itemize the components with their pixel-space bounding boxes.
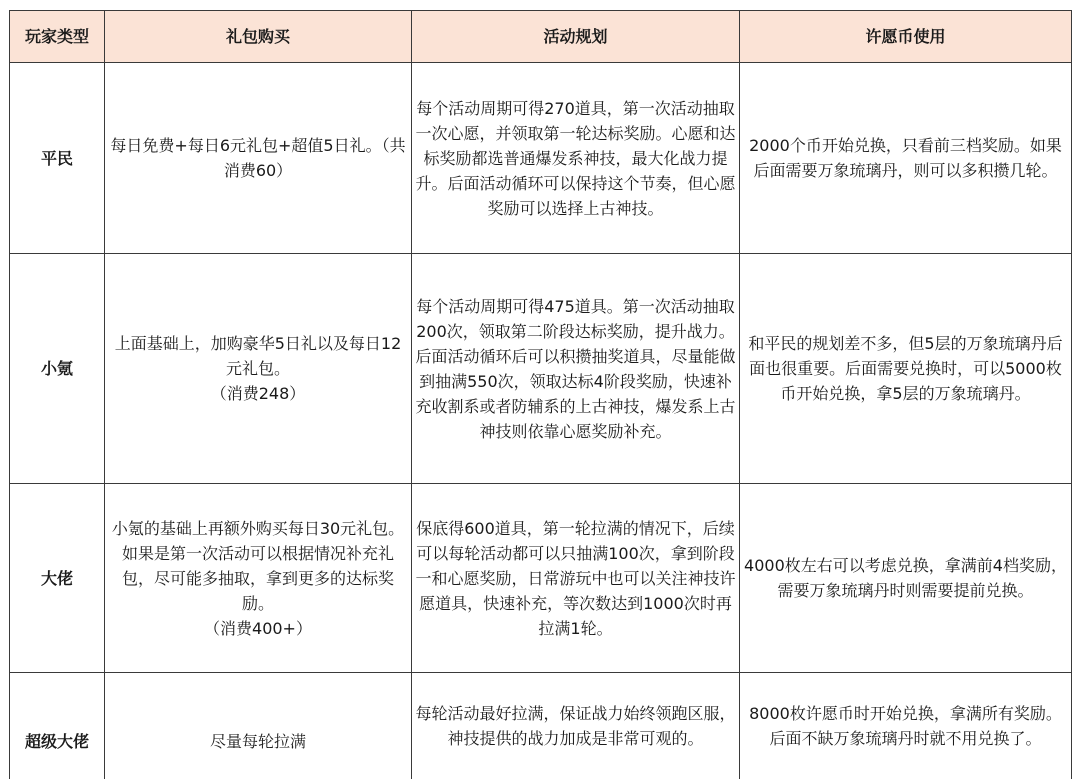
- player-type-cell: 大佬: [10, 484, 105, 673]
- gift-purchase-text: 每日免费+每日6元礼包+超值5日礼。（共消费60）: [110, 136, 406, 180]
- wish-coin-cell: 2000个币开始兑换，只看前三档奖励。如果后面需要万象琉璃丹，则可以多积攒几轮。: [740, 63, 1072, 254]
- table-row: [10, 254, 1072, 484]
- gift-purchase-note: （消费248）: [210, 384, 306, 403]
- activity-plan-cell: 每个活动周期可得475道具。第一次活动抽取200次，领取第二阶段达标奖励，提升战力。后面活动循环后可以积攒抽奖道具，尽量能做到抽满550次，领取达标4阶段奖励，快速补充收割系或者防辅系的上古神技，爆发系上古神技则依靠心愿奖励补充。: [412, 254, 740, 484]
- header-wish-coin-usage: 许愿币使用: [740, 11, 1072, 63]
- player-type-cell: 超级大佬: [10, 673, 105, 779]
- gift-purchase-text: 上面基础上，加购豪华5日礼以及每日12元礼包。: [114, 334, 402, 378]
- activity-plan-cell: 保底得600道具，第一轮拉满的情况下，后续可以每轮活动都可以只抽满100次，拿到阶段一和心愿奖励，日常游玩中也可以关注神技许愿道具，快速补充，等次数达到1000次时再拉满1轮。: [412, 484, 740, 673]
- header-gift-purchase: 礼包购买: [105, 11, 412, 63]
- header-activity-plan: 活动规划: [412, 11, 740, 63]
- gift-purchase-note: （消费400+）: [204, 618, 312, 638]
- header-player-type: 玩家类型: [10, 11, 105, 63]
- activity-plan-cell: 每轮活动最好拉满，保证战力始终领跑区服，神技提供的战力加成是非常可观的。: [412, 673, 740, 779]
- wish-coin-cell: 8000枚许愿币时开始兑换，拿满所有奖励。后面不缺万象琉璃丹时就不用兑换了。: [740, 673, 1072, 779]
- wish-coin-cell: 4000枚左右可以考虑兑换，拿满前4档奖励，需要万象琉璃丹时则需要提前兑换。: [740, 484, 1072, 673]
- strategy-table: [9, 10, 1072, 779]
- wish-coin-cell: 和平民的规划差不多，但5层的万象琉璃丹后面也很重要。后面需要兑换时，可以5000枚币开始兑换，拿5层的万象琉璃丹。: [740, 254, 1072, 484]
- player-type-cell: 平民: [10, 63, 105, 254]
- table-row: [10, 673, 1072, 779]
- player-type-cell: 小氪: [10, 254, 105, 484]
- gift-purchase-cell: [105, 254, 412, 484]
- gift-purchase-text: 小氪的基础上再额外购买每日30元礼包。如果是第一次活动可以根据情况补充礼包，尽可能多抽取，拿到更多的达标奖励。: [111, 518, 405, 613]
- table-row: [10, 484, 1072, 673]
- table-header-row: [10, 11, 1072, 63]
- gift-purchase-cell: [105, 63, 412, 254]
- gift-purchase-text: 尽量每轮拉满: [209, 732, 306, 751]
- gift-purchase-cell: [105, 673, 412, 779]
- table-row: [10, 63, 1072, 254]
- gift-purchase-cell: [105, 484, 412, 673]
- activity-plan-cell: 每个活动周期可得270道具，第一次活动抽取一次心愿，并领取第一轮达标奖励。心愿和达标奖励都选普通爆发系神技，最大化战力提升。后面活动循环可以保持这个节奏，但心愿奖励可以选择上古神技。: [412, 63, 740, 254]
